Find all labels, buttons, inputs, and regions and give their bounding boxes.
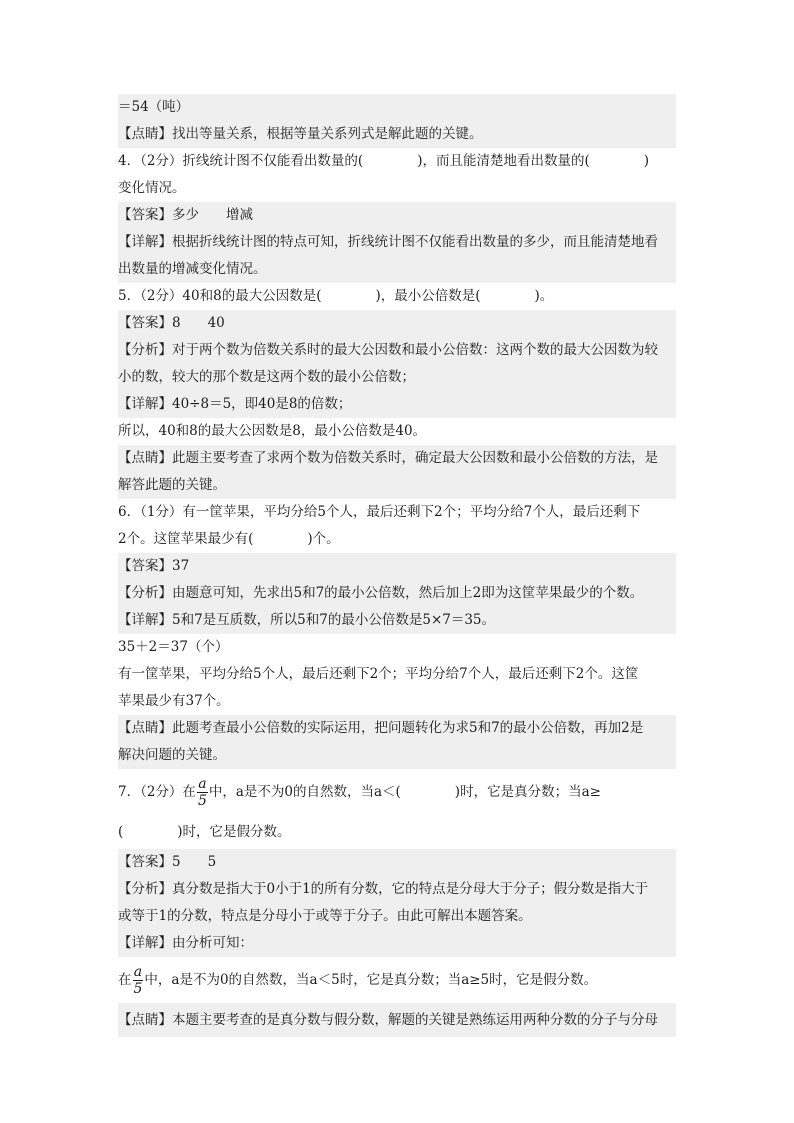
explain-7-cont [118, 957, 676, 1003]
explain-6-calc: 35＋2＝37（个） [118, 639, 229, 655]
document-content [118, 94, 676, 1037]
answer-5: 【答案】8 40 [118, 310, 676, 337]
analysis-7: 【分析】真分数是指大于0小于1的所有分数，它的特点是分母大于分子；假分数是指大于 [118, 876, 676, 903]
question-4: 4．（2分）折线统计图不仅能看出数量的( )，而且能清楚地看出数量的( ) [118, 153, 649, 169]
question-5: 5．（2分）40和8的最大公因数是( )，最小公倍数是( )。 [118, 288, 554, 304]
fraction-denominator: 5 [197, 793, 207, 809]
explain-5-cont: 所以，40和8的最大公因数是8，最小公倍数是40。 [118, 423, 427, 439]
remark-5-cont: 解答此题的关键。 [118, 472, 676, 499]
fraction-a-over-5 [197, 777, 208, 808]
explain-6-cont2: 苹果最少有37个。 [118, 693, 230, 709]
question-7-text: 中，a是不为0的自然数，当a＜( )时，它是真分数；当a≥ [208, 784, 601, 800]
remark-6-cont: 解决问题的关键。 [118, 742, 676, 769]
explain-7-text: 中，a是不为0的自然数，当a＜5时，它是真分数；当a≥5时，它是假分数。 [144, 972, 598, 988]
remark-6: 【点睛】此题考查最小公倍数的实际运用，把问题转化为求5和7的最小公倍数，再加2是 [118, 715, 676, 742]
analysis-5-cont: 小的数，较大的那个数是这两个数的最小公倍数； [118, 364, 676, 391]
answer-6: 【答案】37 [118, 553, 676, 580]
question-6-cont: 2个。这筐苹果最少有( )个。 [118, 531, 340, 547]
remark-5: 【点睛】此题主要考查了求两个数为倍数关系时，确定最大公因数和最小公倍数的方法，是 [118, 445, 676, 472]
question-4-cont: 变化情况。 [118, 180, 186, 196]
fraction-a-over-5 [133, 965, 144, 996]
remark-7: 【点睛】本题主要考查的是真分数与假分数，解题的关键是熟练运用两种分数的分子与分母 [118, 1003, 676, 1037]
question-6: 6．（1分）有一筐苹果，平均分给5个人，最后还剩下2个；平均分给7个人，最后还剩下 [118, 504, 641, 520]
answer-7: 【答案】5 5 [118, 849, 676, 876]
fraction-numerator: a [198, 776, 207, 792]
remark-line: 【点睛】找出等量关系，根据等量关系列式是解此题的关键。 [118, 121, 676, 148]
answer-4: 【答案】多少 增减 [118, 202, 676, 229]
fraction-denominator: 5 [133, 981, 143, 997]
analysis-6: 【分析】由题意可知，先求出5和7的最小公倍数，然后加上2即为这筐苹果最少的个数。 [118, 580, 676, 607]
question-7 [118, 769, 676, 815]
explain-7-prefix: 在 [118, 972, 132, 988]
analysis-5: 【分析】对于两个数为倍数关系时的最大公因数和最小公倍数：这两个数的最大公因数为较 [118, 337, 676, 364]
explain-4-cont: 出数量的增减变化情况。 [118, 256, 676, 283]
question-7-cont: ( )时，它是假分数。 [118, 824, 291, 840]
explain-6-cont: 有一筐苹果，平均分给5个人，最后还剩下2个；平均分给7个人，最后还剩下2个。这筐 [118, 666, 639, 682]
explain-7: 【详解】由分析可知： [118, 930, 676, 957]
fraction-numerator: a [133, 964, 143, 980]
question-7-prefix: 7．（2分）在 [118, 784, 196, 800]
explain-6: 【详解】5和7是互质数，所以5和7的最小公倍数是5×7＝35。 [118, 607, 676, 634]
explain-5: 【详解】40÷8＝5，即40是8的倍数； [118, 391, 676, 418]
analysis-7-cont: 或等于1的分数，特点是分母小于或等于分子。由此可解出本题答案。 [118, 903, 676, 930]
explain-4: 【详解】根据折线统计图的特点可知，折线统计图不仅能看出数量的多少，而且能清楚地看 [118, 229, 676, 256]
text-line: ＝54（吨） [118, 94, 676, 121]
